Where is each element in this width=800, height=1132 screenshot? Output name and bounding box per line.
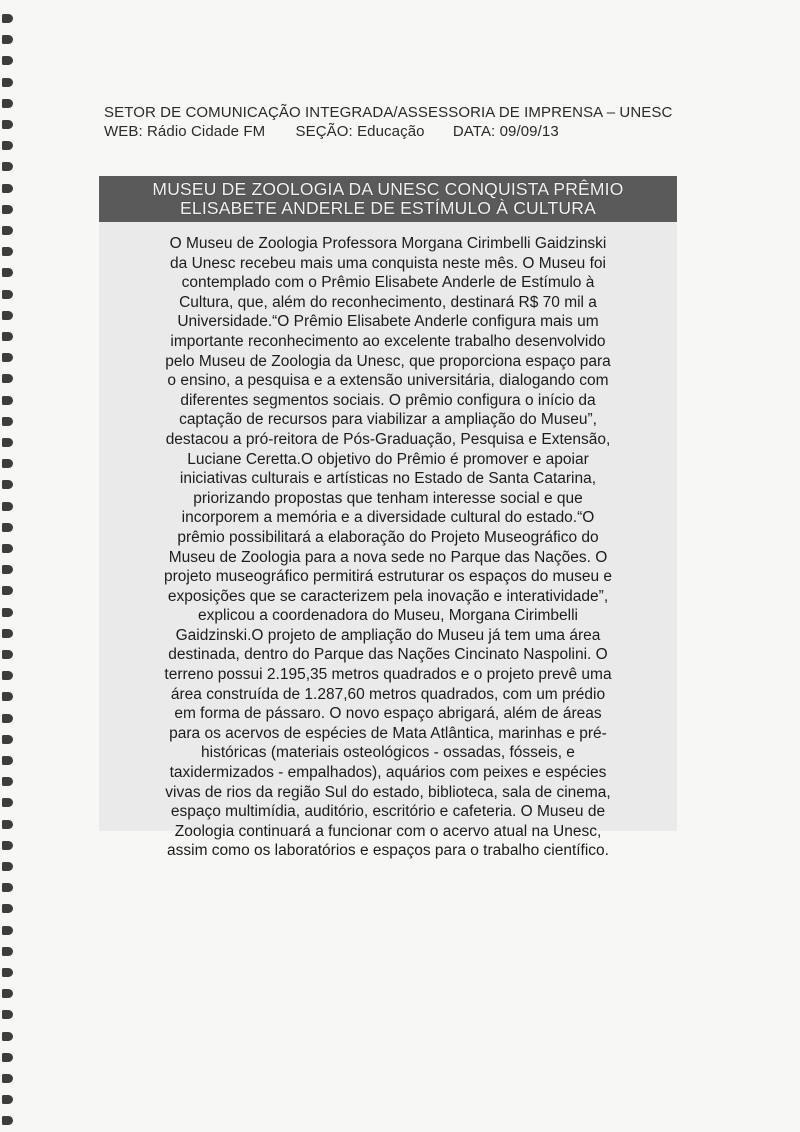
article-body-line: Zoologia continuará a funcionar com o acervo atual na Unesc, [174,822,602,840]
article-body-line: área construída de 1.287,60 metros quadrados, com um prédio [170,685,606,703]
binding-hole [2,141,13,150]
binding-hole [2,1116,13,1125]
binding-hole [2,841,13,850]
header-department: SETOR DE COMUNICAÇÃO INTEGRADA/ASSESSORIA DE IMPRENSA – UNESC [104,104,673,121]
article-body-line: O Museu de Zoologia Professora Morgana Cirimbelli Gaidzinski [169,235,607,252]
spiral-binding [0,0,20,1132]
binding-hole [2,35,13,44]
article-body-line: assim como os laboratórios e espaços para o trabalho científico. [167,842,609,860]
binding-hole [2,205,13,214]
clipping-header [104,103,672,141]
binding-hole [2,1032,13,1041]
binding-hole [2,968,13,977]
binding-hole [2,798,13,807]
binding-hole [2,1095,13,1104]
article-body-line: em forma de pássaro. O novo espaço abrigará, além de áreas [174,705,602,723]
article-body-line: espaço multimídia, auditório, escritório e cafeteria. O Museu de [170,803,606,821]
article-body-line: terreno possui 2.195,35 metros quadrados e o projeto prevê uma [164,666,612,684]
binding-hole [2,332,13,341]
binding-hole [2,162,13,171]
binding-hole [2,1053,13,1062]
binding-hole [2,629,13,638]
binding-hole [2,480,13,489]
binding-hole [2,989,13,998]
binding-hole [2,904,13,913]
binding-hole [2,502,13,511]
article-body-line: da Unesc recebeu mais uma conquista neste mês. O Museu foi [170,254,606,272]
article-body-line: incorporem a memória e a diversidade cultural do estado.“O [181,509,595,527]
binding-hole [2,565,13,574]
article-body-line: projeto museográfico permitirá estruturar os espaços do museu e [164,568,612,586]
binding-hole [2,544,13,553]
article-body-line: taxidermizados - empalhados), aquários com peixes e espécies [169,764,607,782]
binding-hole [2,608,13,617]
binding-hole [2,692,13,701]
binding-hole [2,290,13,299]
article-body-line: pelo Museu de Zoologia da Unesc, que proporciona espaço para [165,352,611,370]
article-body-line: o ensino, a pesquisa e a extensão universitária, dialogando com [167,372,609,390]
binding-hole [2,1010,13,1019]
binding-hole [2,947,13,956]
header-web: WEB: Rádio Cidade FM [104,123,266,140]
binding-hole [2,714,13,723]
binding-hole [2,926,13,935]
article-body-line: importante reconhecimento ao excelente trabalho desenvolvido [170,332,606,350]
article-body-line: exposições que se caracterizem pela inovação e interatividade”, [167,587,609,605]
binding-hole [2,247,13,256]
binding-hole [2,226,13,235]
binding-hole [2,184,13,193]
article-body-line: captação de recursos para viabilizar a ampliação do Museu”, [179,411,597,429]
binding-hole [2,268,13,277]
binding-hole [2,459,13,468]
binding-hole [2,523,13,532]
binding-hole [2,650,13,659]
article-body-line: diferentes segmentos sociais. O prêmio configura o início da [180,391,596,409]
article-body-line: prêmio possibilitará a elaboração do Projeto Museográfico do [177,528,599,546]
binding-hole [2,735,13,744]
binding-hole [2,862,13,871]
article-body-line: vivas de rios da região Sul do estado, biblioteca, sala de cinema, [165,783,611,801]
binding-hole [2,120,13,129]
binding-hole [2,311,13,320]
binding-hole [2,353,13,362]
binding-hole [2,777,13,786]
article-body [143,234,633,861]
binding-hole [2,396,13,405]
article-body-line: Gaidzinski.O projeto de ampliação do Museu já tem uma área [175,626,601,644]
article-body-line: para os acervos de espécies de Mata Atlântica, marinhas e pré- [169,724,607,742]
article-body-line: Museu de Zoologia para a nova sede no Parque das Nações. O [168,548,608,566]
article-title-bar [99,176,677,222]
article-body-line: históricas (materiais osteológicos - ossadas, fósseis, e [201,744,575,762]
binding-hole [2,417,13,426]
binding-hole [2,1074,13,1083]
header-section: SEÇÃO: Educação [295,123,425,140]
binding-hole [2,671,13,680]
binding-hole [2,756,13,765]
article-body-line: destacou a pró-reitora de Pós-Graduação, Pesquisa e Extensão, [165,430,611,448]
article-title-line-1: MUSEU DE ZOOLOGIA DA UNESC CONQUISTA PRÊMIO [152,179,624,199]
binding-hole [2,56,13,65]
binding-hole [2,883,13,892]
article-title-line-2: ELISABETE ANDERLE DE ESTÍMULO À CULTURA [180,198,596,218]
article-clipping [99,176,677,860]
article-body-line: contemplado com o Prêmio Elisabete Anderle de Estímulo à [181,274,595,292]
binding-hole [2,820,13,829]
binding-hole [2,374,13,383]
header-meta [104,122,672,141]
binding-hole [2,14,13,23]
article-body-line: Cultura, que, além do reconhecimento, destinará R$ 70 mil a [179,293,597,311]
binding-hole [2,78,13,87]
binding-hole [2,438,13,447]
article-body-line: priorizando propostas que tenham interesse social e que [193,489,583,507]
header-date: DATA: 09/09/13 [452,123,559,140]
binding-hole [2,586,13,595]
article-body-line: Luciane Ceretta.O objetivo do Prêmio é promover e apoiar [187,450,589,468]
article-body-line: Universidade.“O Prêmio Elisabete Anderle configura mais um [177,313,599,331]
article-body-line: iniciativas culturais e artísticas no Estado de Santa Catarina, [179,470,597,488]
article-body-line: explicou a coordenadora do Museu, Morgana Cirimbelli [198,607,578,625]
article-body-line: destinada, dentro do Parque das Nações Cincinato Naspolini. O [168,646,608,664]
binding-hole [2,99,13,108]
